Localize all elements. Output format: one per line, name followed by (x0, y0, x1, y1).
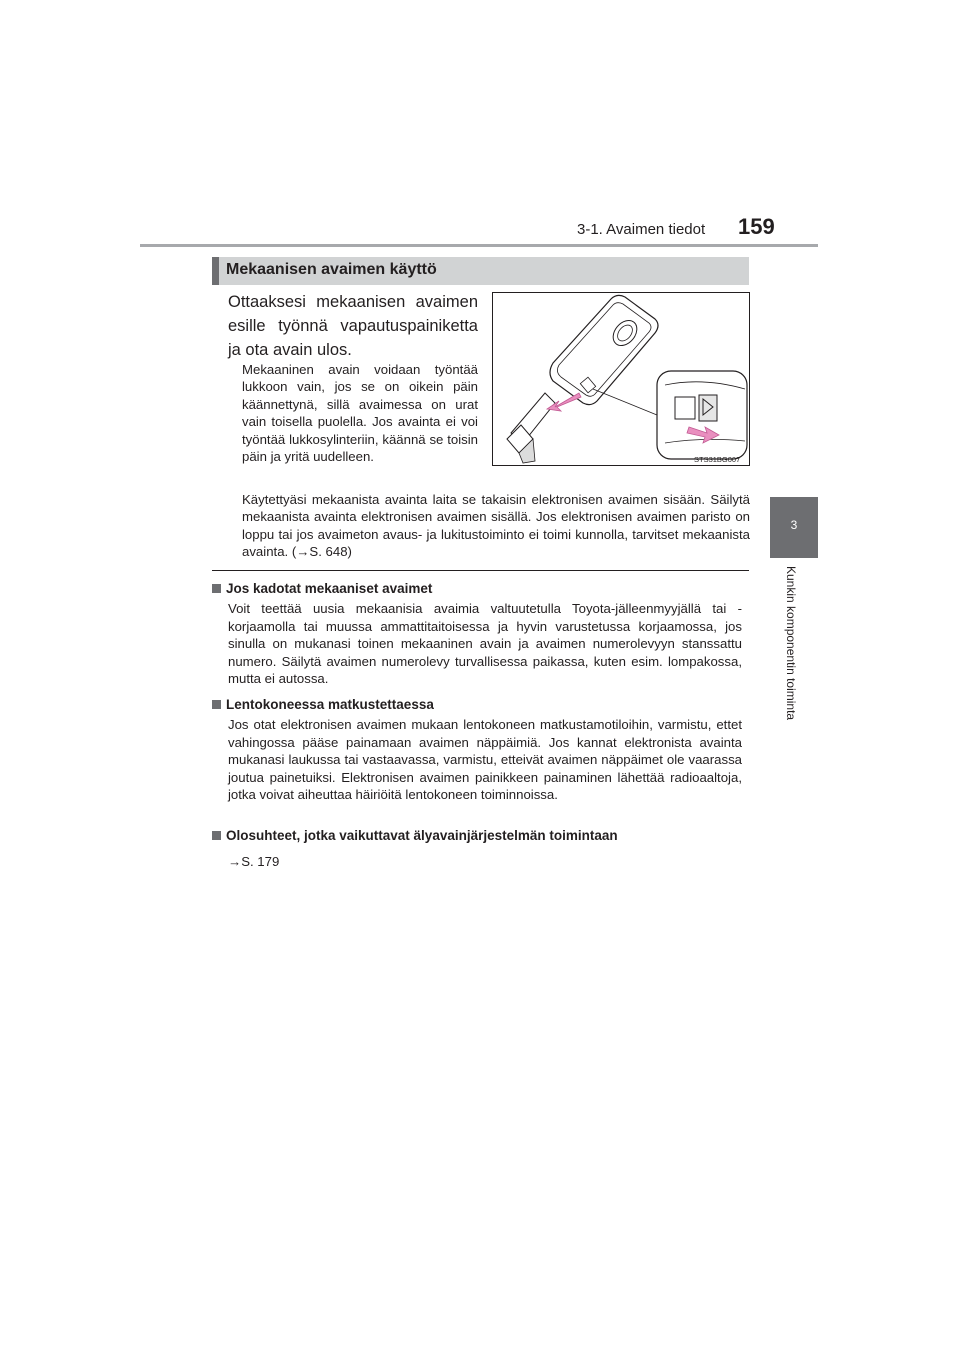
section-divider (212, 570, 749, 571)
square-bullet-icon (212, 831, 221, 840)
chapter-tab-title: Kunkin komponentin toiminta (784, 566, 798, 721)
header-rule (140, 244, 818, 247)
running-header-section: 3-1. Avaimen tiedot (577, 221, 706, 238)
figure-code: STS31BG007 (694, 455, 741, 464)
subsection-text-airplane: Jos otat elektronisen avaimen mukaan lentokoneen matkustamotiloihin, varmistu, ettet vahingossa pääse painamaan avaimen näppäimiä. Jos kannat elektronista avainta mukanasi laukussa tai vastaavassa, varmistu, etteivät avaimen näppäimet ole vaarassa joutua painetuiksi. Elektronisen avaimen painikkeen painaminen lähettää radioaaltoja, jotka voivat aiheuttaa häiriöitä lentokoneen toiminnoissa. (228, 717, 742, 803)
key-illustration (492, 292, 750, 466)
section-note-key-storage: Käytettyäsi mekaanista avainta laita se takaisin elektronisen avaimen sisään. Säilytä mekaanista avainta elektronisen avaimen sisällä. Jos elektronisen avaimen paristo on loppu tai jos avaimeton avaus- ja lukitustoiminto ei toimi kunnolla, tarvitset mekaanista avainta. (→S. 648) (242, 492, 750, 560)
section-note-key-orientation: Mekaaninen avain voidaan työntää lukkoon vain, jos se on oikein päin käännettynä, sillä avaimessa on urat vain toisella puolella. Jos avainta ei voi työntää lukkosylinteriin, käännä se toisin päin ja yritä uudelleen. (242, 362, 478, 465)
subsection-text-smart-key-conditions: →S. 179 (228, 854, 280, 869)
chapter-tab-number: 3 (790, 518, 798, 532)
square-bullet-icon (212, 700, 221, 709)
subsection-heading-smart-key-conditions: Olosuhteet, jotka vaikuttavat älyavainjärjestelmän toimintaan (212, 828, 618, 843)
subsection-text-lost-keys: Voit teettää uusia mekaanisia avaimia valtuutetulla Toyota-jälleenmyyjällä tai -korjaamolla tai muussa ammattitaitoisessa ja hyvin varustetussa korjaamossa, jos sinulla on mukanasi toinen mekaaninen avain ja avaimen numerolevyyn stanssattu numero. Säilytä avaimen numerolevy turvallisessa paikassa, kuten esim. lompakossa, mutta ei autossa. (228, 601, 742, 687)
section-bar-marker (212, 257, 219, 285)
subsection-heading-airplane: Lentokoneessa matkustettaessa (212, 697, 434, 712)
subsection-heading-lost-keys: Jos kadotat mekaaniset avaimet (212, 581, 432, 596)
square-bullet-icon (212, 584, 221, 593)
section-title: Mekaanisen avaimen käyttö (226, 261, 437, 278)
electronic-key-drawing (493, 293, 749, 465)
section-intro: Ottaaksesi mekaanisen avaimen esille työnnä vapautuspainiketta ja ota avain ulos. (228, 293, 478, 359)
page-number: 159 (738, 214, 775, 239)
